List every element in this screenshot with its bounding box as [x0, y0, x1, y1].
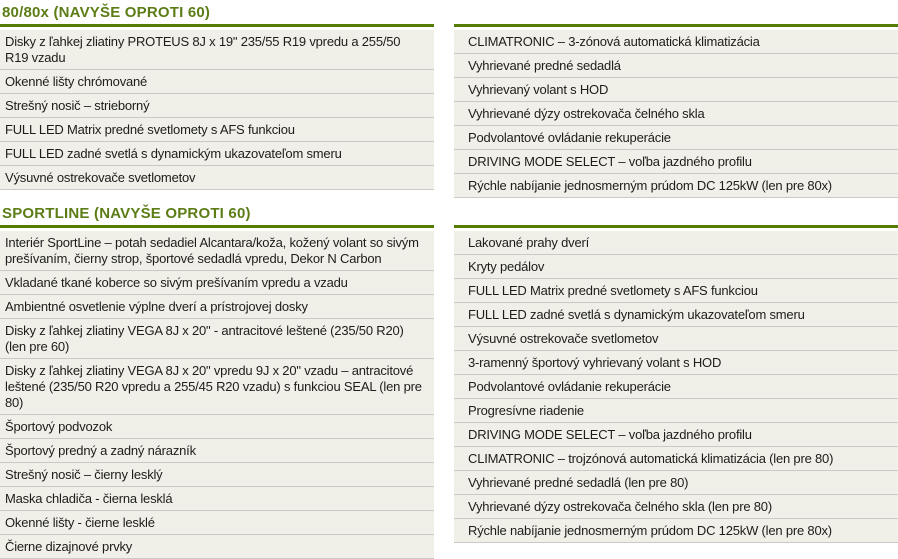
equipment-item: Okenné lišty - čierne lesklé [0, 511, 434, 535]
equipment-item: Disky z ľahkej zliatiny VEGA 8J x 20" - antracitové leštené (235/50 R20) (len pre 60) [0, 319, 434, 359]
equipment-item: Výsuvné ostrekovače svetlometov [454, 327, 898, 351]
equipment-item: FULL LED Matrix predné svetlomety s AFS funkciou [0, 118, 434, 142]
equipment-item: Kryty pedálov [454, 255, 898, 279]
equipment-item: Vyhrievané dýzy ostrekovača čelného skla [454, 102, 898, 126]
equipment-item: Interiér SportLine – potah sedadiel Alcantara/koža, kožený volant so sivým prešívaním, čierny strop, športové sedadlá vpredu, Dekor N Carbon [0, 231, 434, 271]
equipment-item: Vyhrievané predné sedadlá (len pre 80) [454, 471, 898, 495]
equipment-item: Vyhrievané dýzy ostrekovača čelného skla (len pre 80) [454, 495, 898, 519]
equipment-item: FULL LED Matrix predné svetlomety s AFS funkciou [454, 279, 898, 303]
equipment-item: Vkladané tkané koberce so sivým prešívaním vpredu a vzadu [0, 271, 434, 295]
section-sportline-columns [0, 225, 898, 559]
section-80-80x [0, 4, 898, 198]
equipment-item: Ambientné osvetlenie výplne dverí a prístrojovej dosky [0, 295, 434, 319]
equipment-item: DRIVING MODE SELECT – voľba jazdného profilu [454, 150, 898, 174]
equipment-item: Okenné lišty chrómované [0, 70, 434, 94]
equipment-item: Disky z ľahkej zliatiny VEGA 8J x 20" vpredu 9J x 20" vzadu – antracitové leštené (235/50 R20 vpredu a 255/45 R20 vzadu) s funkciou SEAL (len pre 80) [0, 359, 434, 415]
equipment-item: Strešný nosič – strieborný [0, 94, 434, 118]
equipment-item: Lakované prahy dverí [454, 231, 898, 255]
equipment-item: Športový predný a zadný nárazník [0, 439, 434, 463]
equipment-item: Strešný nosič – čierny lesklý [0, 463, 434, 487]
equipment-item: CLIMATRONIC – 3-zónová automatická klimatizácia [454, 30, 898, 54]
equipment-item: Rýchle nabíjanie jednosmerným prúdom DC 125kW (len pre 80x) [454, 519, 898, 543]
equipment-item: FULL LED zadné svetlá s dynamickým ukazovateľom smeru [0, 142, 434, 166]
equipment-item: CLIMATRONIC – trojzónová automatická klimatizácia (len pre 80) [454, 447, 898, 471]
equipment-item: Disky z ľahkej zliatiny PROTEUS 8J x 19" 235/55 R19 vpredu a 255/50 R19 vzadu [0, 30, 434, 70]
section-80-80x-left-column [0, 24, 434, 190]
section-sportline-left-column [0, 225, 434, 559]
section-80-80x-right-column [454, 24, 898, 198]
equipment-item: Podvolantové ovládanie rekuperácie [454, 126, 898, 150]
equipment-item: Rýchle nabíjanie jednosmerným prúdom DC 125kW (len pre 80x) [454, 174, 898, 198]
equipment-item: Podvolantové ovládanie rekuperácie [454, 375, 898, 399]
section-sportline-right-column [454, 225, 898, 543]
equipment-item: Vyhrievané predné sedadlá [454, 54, 898, 78]
section-80-80x-columns [0, 24, 898, 198]
equipment-item: Športový podvozok [0, 415, 434, 439]
equipment-item: FULL LED zadné svetlá s dynamickým ukazovateľom smeru [454, 303, 898, 327]
equipment-item: Výsuvné ostrekovače svetlometov [0, 166, 434, 190]
equipment-item: Maska chladiča - čierna lesklá [0, 487, 434, 511]
section-title-sportline: SPORTLINE (NAVYŠE OPROTI 60) [2, 205, 251, 222]
equipment-item: Čierne dizajnové prvky [0, 535, 434, 559]
equipment-item: Progresívne riadenie [454, 399, 898, 423]
equipment-item: Vyhrievaný volant s HOD [454, 78, 898, 102]
equipment-item: DRIVING MODE SELECT – voľba jazdného profilu [454, 423, 898, 447]
equipment-item: 3-ramenný športový vyhrievaný volant s HOD [454, 351, 898, 375]
section-sportline [0, 205, 898, 559]
section-title-80-80x: 80/80x (NAVYŠE OPROTI 60) [2, 4, 211, 21]
